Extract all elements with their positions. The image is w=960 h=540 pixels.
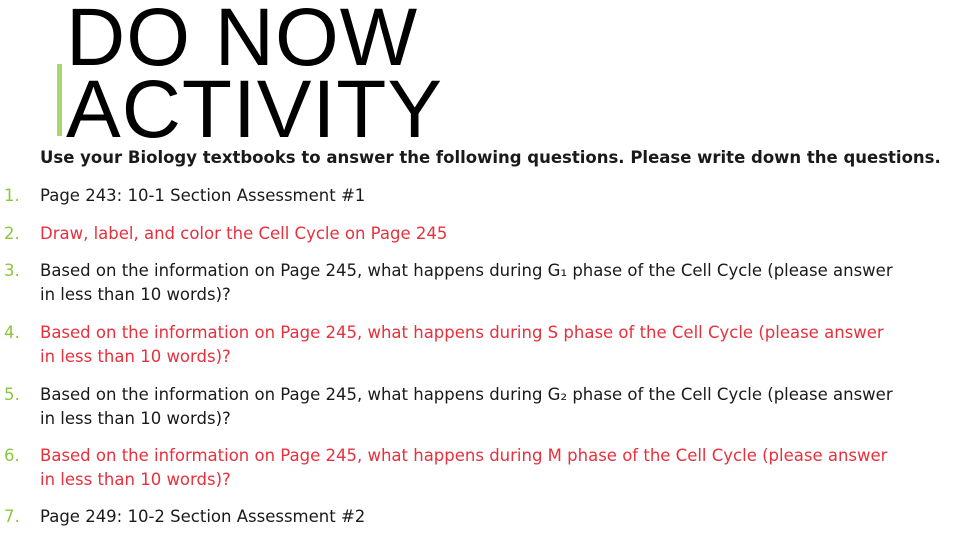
item-text: Draw, label, and color the Cell Cycle on Page 245: [40, 224, 448, 243]
item-text: Based on the information on Page 245, what happens during G₁ phase of the Cell Cycle (please answer in less than 10 words)?: [40, 261, 893, 304]
item-text: Page 243: 10-1 Section Assessment #1: [40, 186, 366, 205]
title-line-1: DO NOW: [66, 0, 419, 83]
title-accent-bar: [57, 64, 62, 136]
item-number: 4.: [4, 323, 20, 342]
item-number: 2.: [4, 224, 20, 243]
slide-title: [66, 0, 444, 155]
item-text: Based on the information on Page 245, what happens during S phase of the Cell Cycle (please answer in less than 10 words)?: [40, 323, 884, 366]
item-number: 3.: [4, 261, 20, 280]
item-number: 5.: [4, 385, 20, 404]
item-text: Based on the information on Page 245, what happens during G₂ phase of the Cell Cycle (please answer in less than 10 words)?: [40, 385, 893, 428]
instructions-text: Use your Biology textbooks to answer the following questions. Please write down the questions.: [40, 148, 941, 167]
item-number: 1.: [4, 186, 20, 205]
item-text: Based on the information on Page 245, what happens during M phase of the Cell Cycle (please answer in less than 10 words)?: [40, 446, 888, 489]
item-number: 7.: [4, 507, 20, 526]
title-line-2: ACTIVITY: [66, 64, 444, 155]
item-number: 6.: [4, 446, 20, 465]
item-text: Page 249: 10-2 Section Assessment #2: [40, 507, 366, 526]
